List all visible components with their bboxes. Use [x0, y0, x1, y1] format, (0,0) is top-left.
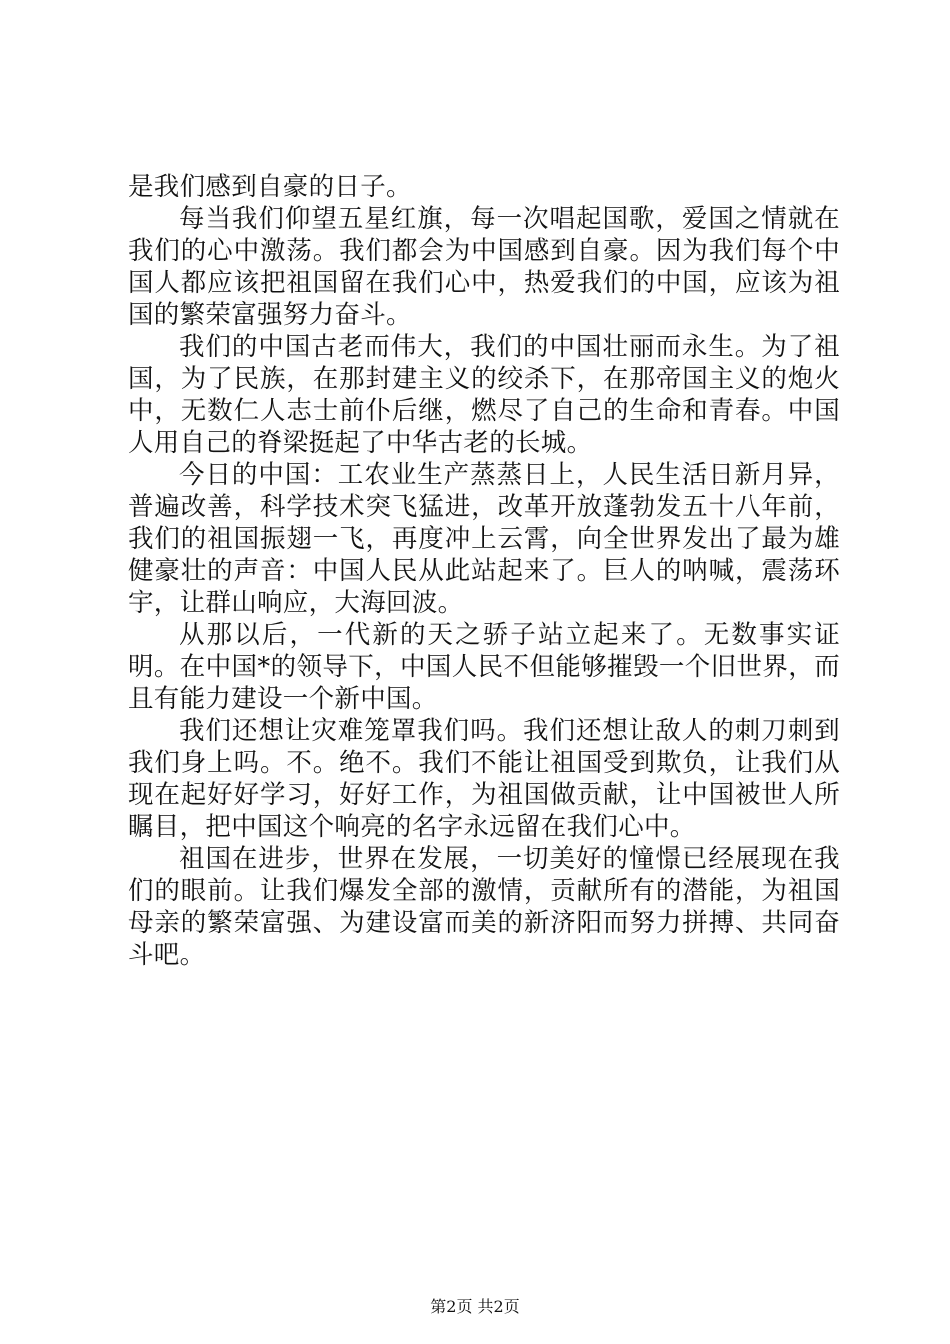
document-body [128, 171, 840, 971]
paragraph: 从那以后，一代新的天之骄子站立起来了。无数事实证明。在中国*的领导下，中国人民不但能够摧毁一个旧世界，而且有能力建设一个新中国。 [128, 620, 840, 714]
paragraph: 每当我们仰望五星红旗，每一次唱起国歌，爱国之情就在我们的心中激荡。我们都会为中国感到自豪。因为我们每个中国人都应该把祖国留在我们心中，热爱我们的中国，应该为祖国的繁荣富强努力奋斗。 [128, 204, 840, 330]
paragraph: 祖国在进步，世界在发展，一切美好的憧憬已经展现在我们的眼前。让我们爆发全部的激情，贡献所有的潜能，为祖国母亲的繁荣富强、为建设富而美的新济阳而努力拼搏、共同奋斗吧。 [128, 844, 840, 970]
paragraph: 我们的中国古老而伟大，我们的中国壮丽而永生。为了祖国，为了民族，在那封建主义的绞杀下，在那帝国主义的炮火中，无数仁人志士前仆后继，燃尽了自己的生命和青春。中国人用自己的脊梁挺起了中华古老的长城。 [128, 332, 840, 458]
paragraph: 今日的中国：工农业生产蒸蒸日上，人民生活日新月异，普遍改善，科学技术突飞猛进，改革开放蓬勃发五十八年前，我们的祖国振翅一飞，再度冲上云霄，向全世界发出了最为雄健豪壮的声音：中国人民从此站起来了。巨人的呐喊，震荡环宇，让群山响应，大海回波。 [128, 460, 840, 618]
paragraph: 我们还想让灾难笼罩我们吗。我们还想让敌人的刺刀刺到我们身上吗。不。绝不。我们不能让祖国受到欺负，让我们从现在起好好学习，好好工作，为祖国做贡献，让中国被世人所瞩目，把中国这个响亮的名字永远留在我们心中。 [128, 716, 840, 842]
paragraph-continuation: 是我们感到自豪的日子。 [128, 172, 412, 202]
page-footer: 第2页 共2页 [430, 1297, 520, 1316]
